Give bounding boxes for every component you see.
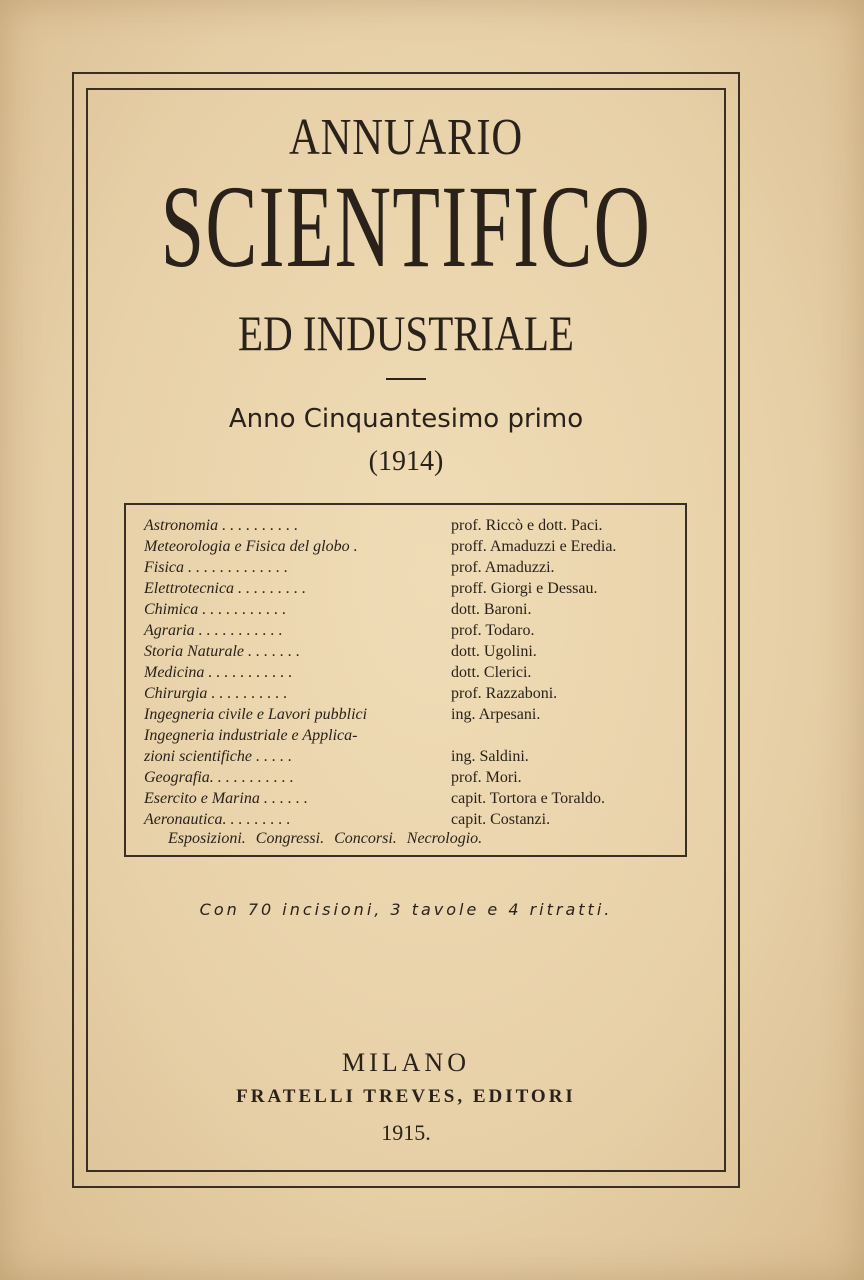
toc-author: capit. Costanzi. (451, 811, 551, 828)
toc-subject: Esercito e Marina . . . . . . (144, 790, 308, 807)
toc-author: capit. Tortora e Toraldo. (451, 790, 606, 807)
toc-subject: Chirurgia . . . . . . . . . . (144, 685, 288, 702)
toc-row (144, 746, 529, 768)
toc-row (144, 515, 603, 537)
title-scientifico: SCIENTIFICO (160, 161, 652, 292)
toc-subject: Fisica . . . . . . . . . . . . . (144, 559, 288, 576)
publisher: FRATELLI TREVES, EDITORI (236, 1086, 576, 1107)
toc-author: prof. Riccò e dott. Paci. (451, 517, 603, 534)
toc-subject: zioni scientifiche . . . . . (144, 748, 292, 765)
toc-row (144, 620, 535, 642)
toc-row (144, 683, 558, 705)
toc-subject: Aeronautica. . . . . . . . . (144, 811, 291, 828)
illustrations-note: Con 70 incisioni, 3 tavole e 4 ritratti. (199, 900, 613, 919)
toc-author: prof. Mori. (451, 769, 522, 786)
toc-subject: Meteorologia e Fisica del globo . (144, 538, 358, 555)
toc-row (144, 725, 357, 747)
title-industriale: ED INDUSTRIALE (238, 305, 574, 361)
toc-row (144, 578, 598, 600)
toc-row (144, 557, 555, 579)
title-divider (386, 378, 426, 380)
toc-row (144, 809, 551, 831)
toc-subject: Chimica . . . . . . . . . . . (144, 601, 287, 618)
toc-subject: Astronomia . . . . . . . . . . (144, 517, 299, 534)
toc-author: prof. Razzaboni. (451, 685, 558, 702)
toc-author: ing. Arpesani. (451, 706, 541, 723)
toc-subject: Storia Naturale . . . . . . . (144, 643, 301, 660)
toc-author: ing. Saldini. (451, 748, 529, 765)
toc-author: dott. Clerici. (451, 664, 532, 681)
edition-year: (1914) (368, 446, 444, 477)
toc-row (144, 662, 532, 684)
toc-row (144, 599, 532, 621)
publication-year: 1915. (381, 1120, 431, 1145)
toc-row (144, 767, 522, 789)
toc-author: prof. Amaduzzi. (451, 559, 555, 576)
title-annuario: ANNUARIO (289, 109, 523, 166)
toc-subject: Ingegneria industriale e Applica- (144, 727, 358, 744)
toc-author: dott. Ugolini. (451, 643, 537, 660)
toc-subject: Agraria . . . . . . . . . . . (144, 622, 283, 639)
toc-subject: Medicina . . . . . . . . . . . (144, 664, 293, 681)
toc-subject: Ingegneria civile e Lavori pubblici (144, 706, 368, 723)
table-of-contents (124, 503, 687, 857)
toc-row (144, 788, 606, 810)
toc-subject: Geografia. . . . . . . . . . . (144, 769, 294, 786)
toc-author: prof. Todaro. (451, 622, 535, 639)
toc-author: proff. Amaduzzi e Eredia. (451, 538, 617, 555)
toc-author: dott. Baroni. (451, 601, 532, 618)
toc-row (144, 704, 541, 726)
toc-subject: Elettrotecnica . . . . . . . . . (144, 580, 307, 597)
toc-row (144, 536, 617, 558)
toc-footer: Esposizioni. Congressi. Concorsi. Necrologio. (168, 830, 483, 847)
edition-label: Anno Cinquantesimo primo (228, 404, 584, 434)
publication-city: MILANO (342, 1048, 470, 1077)
toc-row (144, 641, 537, 663)
toc-author: proff. Giorgi e Dessau. (451, 580, 598, 597)
